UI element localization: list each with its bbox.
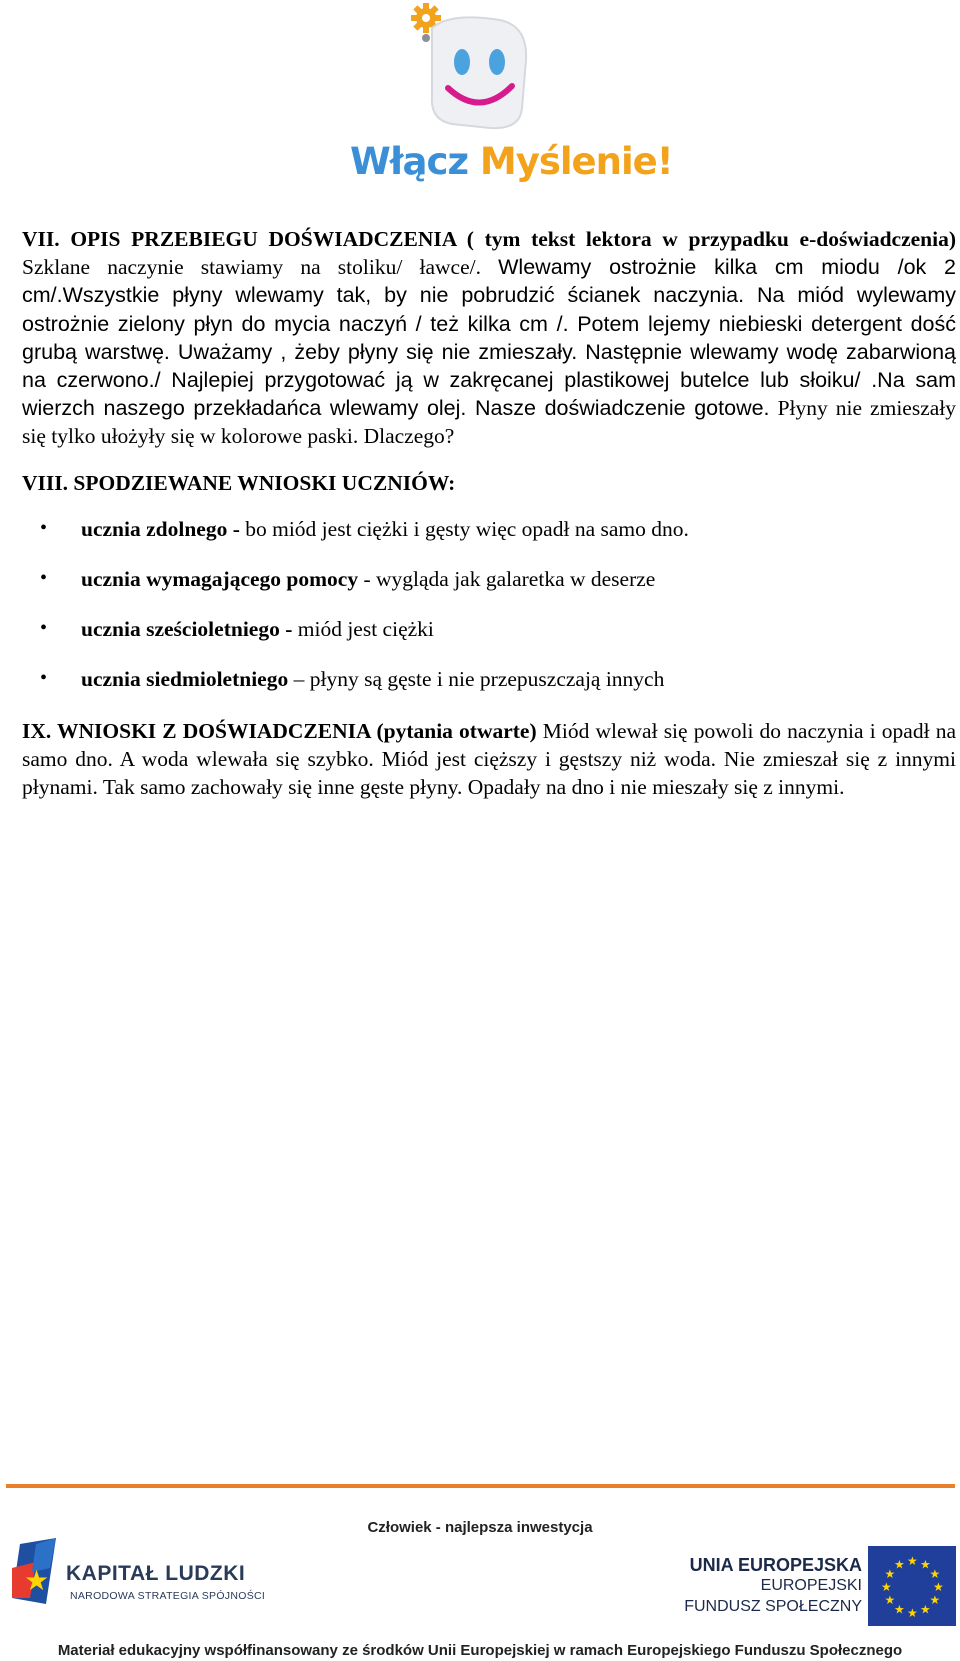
ue-line-2: EUROPEJSKI [760, 1577, 862, 1594]
section-7-text-end: Płyny nie zmieszały się tylko ułożyły się w kolorowe paski. Dlaczego? [22, 396, 957, 449]
logo-word-1: Włącz [350, 140, 468, 183]
eu-fund-label [620, 1555, 862, 1617]
eu-star-icon: ★ [933, 1580, 944, 1594]
eu-star-icon: ★ [894, 1602, 905, 1617]
section-8-heading: VIII. SPODZIEWANE WNIOSKI UCZNIÓW: [22, 470, 456, 495]
eu-star-icon: ★ [929, 1567, 941, 1581]
eu-star-icon: ★ [881, 1580, 892, 1594]
expected-conclusions-list [22, 515, 956, 715]
list-item [22, 665, 956, 715]
bullet-text: – płyny są gęste i nie przepuszczają innych [288, 666, 665, 691]
footer-slogan: Człowiek - najlepsza inwestycja [367, 1519, 593, 1536]
bullet-icon: • [40, 516, 48, 539]
ue-line-3: FUNDUSZ SPOŁECZNY [684, 1598, 862, 1615]
eu-star-icon: ★ [907, 1606, 918, 1620]
bullet-icon: • [40, 566, 48, 589]
footer-divider [6, 1484, 955, 1488]
section-7-heading: VII. OPIS PRZEBIEGU DOŚWIADCZENIA ( tym tekst lektora w przypadku e-doświadczenia) [22, 227, 956, 251]
list-item [22, 515, 956, 565]
document-body [22, 225, 956, 801]
bullet-label: ucznia siedmioletniego [81, 666, 289, 691]
section-9 [22, 717, 956, 802]
svg-text:★: ★ [24, 1564, 50, 1597]
section-9-heading: IX. WNIOSKI Z DOŚWIADCZENIA (pytania otwarte) [22, 718, 537, 743]
bullet-icon: • [40, 616, 48, 639]
eu-star-icon: ★ [920, 1602, 931, 1617]
eu-star-icon: ★ [884, 1567, 896, 1581]
thinking-face-icon [340, 0, 620, 140]
bullet-text: - wygląda jak galaretka w deserze [358, 566, 656, 591]
eu-star-icon: ★ [884, 1593, 896, 1607]
bullet-label: ucznia wymagającego pomocy [81, 566, 359, 591]
bullet-text: miód jest ciężki [292, 616, 434, 641]
logo-word-2: Myślenie! [479, 140, 673, 183]
kapital-ludzki-icon [6, 1538, 62, 1608]
eu-star-icon: ★ [920, 1557, 931, 1572]
eu-flag-icon [868, 1546, 956, 1626]
section-7-text-serif: Szklane naczynie stawiamy na stoliku/ ławce/. [22, 255, 481, 280]
bullet-icon: • [40, 666, 48, 689]
wlacz-myslenie-logo [340, 0, 673, 205]
bullet-label: ucznia sześcioletniego - [81, 616, 293, 641]
bullet-label: ucznia zdolnego - [81, 516, 240, 541]
cofinancing-note: Materiał edukacyjny współfinansowany ze środków Unii Europejskiej w ramach Europejskiego Funduszu Społecznego [57, 1642, 903, 1659]
list-item [22, 565, 956, 615]
ue-line-1: UNIA EUROPEJSKA [689, 1555, 862, 1575]
eu-star-icon: ★ [907, 1554, 918, 1568]
list-item [22, 615, 956, 665]
logo-wordmark [350, 140, 673, 183]
kapital-ludzki-subtitle: NARODOWA STRATEGIA SPÓJNOŚCI [70, 1590, 266, 1602]
eu-star-icon: ★ [929, 1593, 941, 1607]
section-7 [22, 225, 956, 451]
kapital-ludzki-title: KAPITAŁ LUDZKI [66, 1562, 246, 1585]
section-7-text-sans: Wlewamy ostrożnie kilka cm miodu /ok 2 cm/.Wszystkie płyny wlewamy tak, by nie pobrudzić ścianek naczynia. Na miód wylewamy ostrożnie zielony płyn do mycia naczyń / też kilka cm /. Potem lejemy niebieski detergent dość grubą warstwę. Uważamy , żeby płyny się nie zmieszały. Następnie wlewamy wodę zabarwioną na czerwono./ Najlepiej przygotować ją w zakręcanej plastikowej butelce lub słoiku/ .Na sam wierzch naszego przekładańca wlewamy olej. Nasze doświadczenie gotowe. [22, 255, 956, 421]
eu-star-icon: ★ [894, 1557, 905, 1572]
section-9-text: Miód wlewał się powoli do naczynia i opadł na samo dno. A woda wlewała się szybko. Miód jest cięższy i gęstszy niż woda. Nie zmieszał się z innymi płynami. Tak samo zachowały się inne gęste płyny. Opadały na dno i nie mieszały się z innymi. [22, 718, 956, 800]
bullet-text: bo miód jest ciężki i gęsty więc opadł na samo dno. [239, 516, 689, 541]
